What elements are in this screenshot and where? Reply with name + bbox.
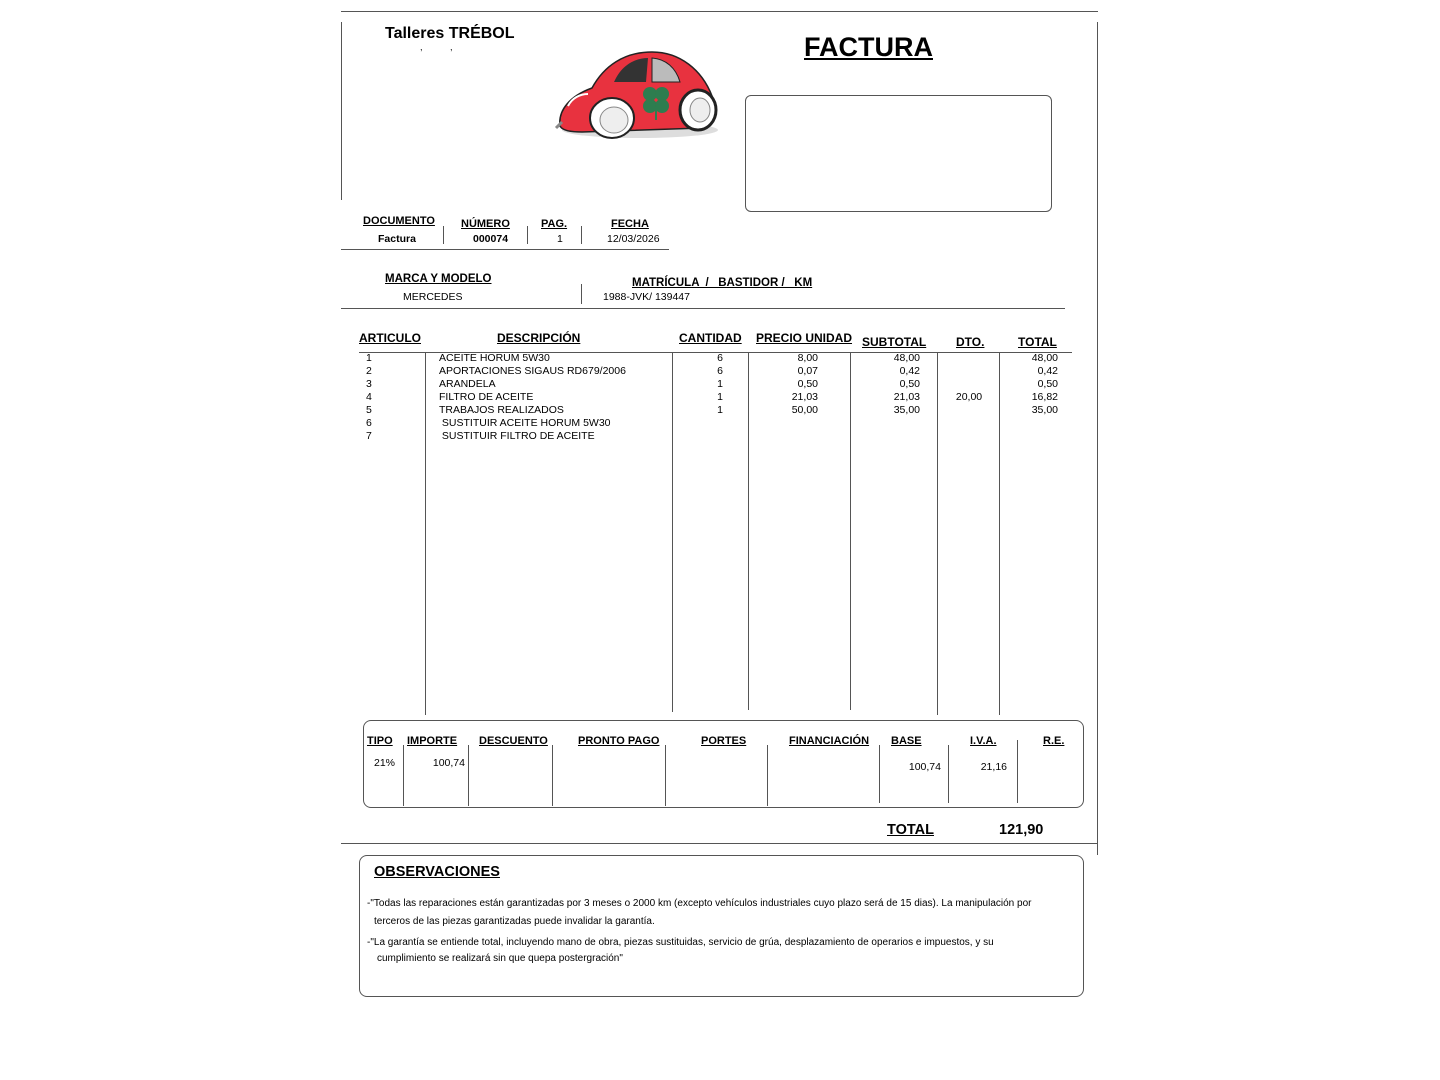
tax-col-divider (879, 745, 880, 803)
doc-underline (341, 249, 669, 250)
grand-total-label: TOTAL (887, 822, 934, 838)
customer-address-box (745, 95, 1052, 212)
col-divider (425, 352, 426, 715)
cell-descripcion: SUSTITUIR ACEITE HORUM 5W30 (439, 417, 611, 429)
cell-total: 0,50 (1037, 378, 1058, 390)
cell-total: 48,00 (1031, 352, 1058, 364)
observaciones-line: terceros de las piezas garantizadas puede invalidar la garantía. (374, 916, 655, 927)
col-header-descripcion: DESCRIPCIÓN (497, 331, 581, 345)
cell-precio: 0,50 (797, 378, 818, 390)
pag-label: PAG. (541, 218, 568, 230)
total-underline (341, 843, 1098, 844)
cell-descripcion: FILTRO DE ACEITE (439, 391, 534, 403)
observaciones-line: -"Todas las reparaciones están garantizadas por 3 meses o 2000 km (excepto vehículos industriales cuyo plazo será de 15 dias). La manipulación por (367, 898, 1032, 909)
col-header-subtotal: SUBTOTAL (862, 335, 927, 349)
cell-cantidad: 6 (717, 352, 723, 364)
cell-precio: 0,07 (797, 365, 818, 377)
tax-header-importe: IMPORTE (407, 735, 458, 747)
cell-descripcion: TRABAJOS REALIZADOS (439, 404, 564, 416)
cell-subtotal: 35,00 (893, 404, 920, 416)
cell-articulo: 5 (366, 404, 372, 416)
numero-value: 000074 (473, 233, 509, 245)
cell-precio: 8,00 (797, 352, 818, 364)
col-header-cantidad: CANTIDAD (679, 331, 742, 345)
col-divider (937, 352, 938, 715)
tax-col-divider (403, 745, 404, 806)
cell-descripcion: APORTACIONES SIGAUS RD679/2006 (439, 365, 626, 377)
cell-descripcion: SUSTITUIR FILTRO DE ACEITE (439, 430, 595, 442)
tax-col-divider (1017, 740, 1018, 803)
cell-articulo: 6 (366, 417, 372, 429)
cell-descripcion: ARANDELA (439, 378, 496, 390)
company-name: Talleres TRÉBOL (385, 25, 515, 42)
cell-cantidad: 1 (717, 391, 723, 403)
numero-label: NÚMERO (461, 218, 510, 230)
grand-total-value: 121,90 (999, 822, 1044, 838)
observaciones-title: OBSERVACIONES (374, 864, 500, 880)
cell-subtotal: 0,50 (899, 378, 920, 390)
tax-col-divider (468, 745, 469, 806)
cell-articulo: 1 (366, 352, 372, 364)
cell-subtotal: 48,00 (893, 352, 920, 364)
invoice-title: FACTURA (804, 32, 933, 62)
tax-header-portes: PORTES (701, 735, 747, 747)
pag-value: 1 (557, 233, 563, 245)
tax-header-base: BASE (891, 735, 922, 747)
col-header-precio: PRECIO UNIDAD (756, 331, 853, 345)
doc-divider (581, 226, 582, 244)
fecha-value: 12/03/2026 (607, 233, 660, 245)
documento-label: DOCUMENTO (363, 215, 435, 227)
observaciones-line: -"La garantía se entiende total, incluyendo mano de obra, piezas sustituidas, servicio de grúa, desplazamiento de operarios e impuestos, y su (367, 937, 994, 948)
cell-articulo: 2 (366, 365, 372, 377)
tax-header-iva: I.V.A. (970, 735, 997, 747)
marca-value: MERCEDES (403, 291, 463, 303)
cell-articulo: 3 (366, 378, 372, 390)
col-header-articulo: ARTICULO (359, 331, 421, 345)
tax-header-descuento: DESCUENTO (479, 735, 548, 747)
vehicle-divider (581, 284, 582, 304)
cell-total: 16,82 (1031, 391, 1058, 403)
tax-col-divider (948, 745, 949, 803)
cell-precio: 21,03 (791, 391, 818, 403)
cell-articulo: 4 (366, 391, 372, 403)
cell-cantidad: 1 (717, 378, 723, 390)
doc-divider (443, 226, 444, 244)
tax-header-financiacion: FINANCIACIÓN (789, 735, 870, 747)
cell-cantidad: 6 (717, 365, 723, 377)
left-border (341, 22, 342, 200)
tax-col-divider (767, 745, 768, 806)
top-border (341, 11, 1098, 12)
observaciones-line: cumplimiento se realizará sin que quepa postergración" (377, 953, 623, 964)
marca-label: MARCA Y MODELO (385, 273, 492, 285)
cell-dto: 20,00 (955, 391, 983, 403)
fecha-label: FECHA (611, 218, 649, 230)
doc-divider (527, 226, 528, 244)
matricula-value: 1988-JVK/ 139447 (603, 291, 690, 303)
tax-importe-value: 100,74 (432, 757, 465, 769)
company-subline: , , (420, 42, 453, 52)
right-border (1097, 22, 1098, 855)
tax-col-divider (552, 745, 553, 806)
cell-total: 0,42 (1037, 365, 1058, 377)
vehicle-underline (341, 308, 1065, 309)
tax-iva-value: 21,16 (980, 761, 1007, 773)
cell-subtotal: 21,03 (893, 391, 920, 403)
tax-col-divider (665, 745, 666, 806)
tax-header-pronto-pago: PRONTO PAGO (578, 735, 660, 747)
tax-tipo-value: 21% (374, 757, 396, 769)
cell-precio: 50,00 (791, 404, 818, 416)
cell-descripcion: ACEITE HORUM 5W30 (439, 352, 550, 364)
col-header-total: TOTAL (1018, 335, 1057, 349)
col-divider (672, 352, 673, 712)
matricula-label: MATRÍCULA / BASTIDOR / KM (632, 277, 813, 289)
cell-subtotal: 0,42 (899, 365, 920, 377)
tax-header-re: R.E. (1043, 735, 1065, 747)
cell-articulo: 7 (366, 430, 372, 442)
cell-total: 35,00 (1031, 404, 1058, 416)
car-logo-icon (552, 48, 724, 143)
tax-header-tipo: TIPO (367, 735, 393, 747)
cell-cantidad: 1 (717, 404, 723, 416)
tax-base-value: 100,74 (908, 761, 941, 773)
col-header-dto: DTO. (956, 335, 985, 349)
documento-value: Factura (378, 233, 416, 245)
